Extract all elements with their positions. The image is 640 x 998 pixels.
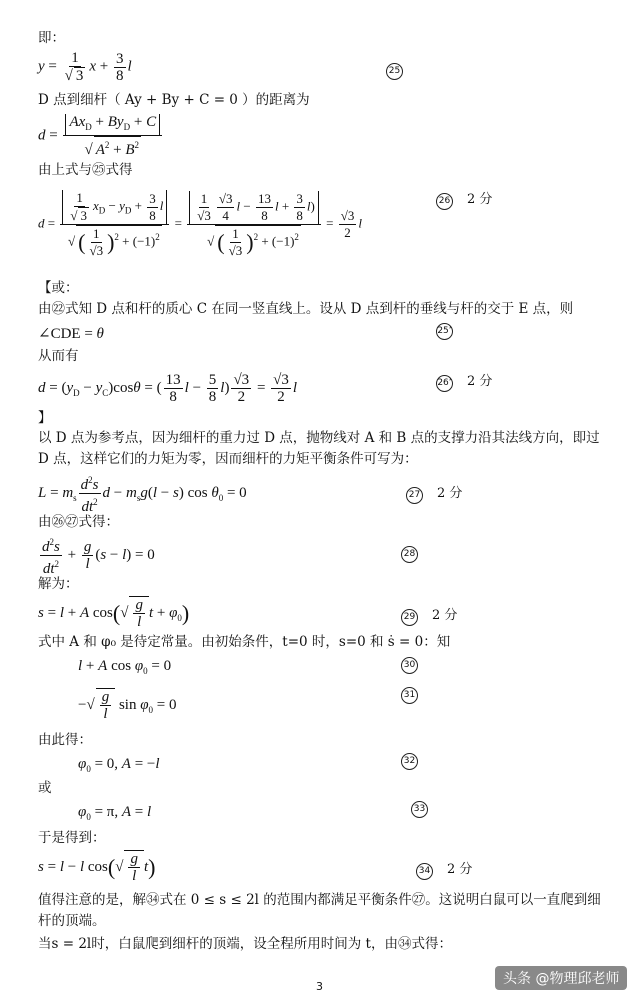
equation-number: 25’ [436, 322, 453, 340]
equation-number: 26’ 2 分 [436, 370, 492, 392]
equation-number: 33 [411, 800, 428, 818]
equation-number: 30 [401, 656, 418, 674]
text-line: 解为： [38, 576, 79, 592]
watermark: 头条 @物理邱老师 [495, 966, 627, 990]
equation-number: 27 2 分 [406, 482, 462, 504]
equation-26: d = $\frac{1}{√ 3}$ $x_D - y_D$ + $\frac{3}{8}$ l √ ( $\frac{1}{√3}$ )$^2 + (-1)^2$ = $\frac{1}{√3}$ $\frac{√3}{4}$ l − $\frac{13}{8}$ l + $\frac{3}{8}$ l) √ ( $\frac{1}{√3}$ )$^2 + (-1)^2$ = $\frac{√3}{2}$ l [38, 190, 362, 258]
equation-26-alt: $d = (y_D - y_C)\cos\theta$ = ( $\frac{13}{8}$ l − $\frac{5}{8}$ l) $\frac{√3}{2}$ = $\frac{√3}{2}$ l [38, 372, 298, 405]
text-line: 于是得到： [38, 830, 106, 846]
equation-number: 28 [401, 545, 418, 563]
equation-28: $\frac{d^2s}{dt^2}$ + $\frac{g}{l}$ (s − l) = 0 [38, 534, 155, 577]
text-line: 或 [38, 780, 52, 796]
equation-number: 34 2 分 [416, 858, 472, 880]
equation-25: y = $\frac{1}{√ 3}$ x + $\frac{3}{8}$ l [38, 50, 132, 84]
equation-34: s = l − l cos(√ $\frac{g}{l}$ t) [38, 851, 156, 884]
equation-number: 26 2 分 [436, 188, 492, 210]
equation-27: $L = m_s$ $\frac{d^2s}{dt^2}$ $d - m_sg(l - s)$ $\cos \theta_0 = 0$ [38, 472, 247, 515]
text-line: 】 [38, 410, 52, 426]
page-number: 3 [316, 980, 323, 993]
equation-29: s = l + A cos(√ $\frac{g}{l}$ $t + \varphi_0$) [38, 597, 190, 630]
equation-number: 32 [401, 752, 418, 770]
text-line: 当s = 2l时，白鼠爬到细杆的顶端，设全程所用时间为 t，由㉞式得： [38, 936, 452, 952]
text-line: 【或： [38, 280, 79, 296]
text-line: 由此得： [38, 732, 92, 748]
equation-distance: d = $\frac{Ax_D + By_D + C}{√ A^2 + B^2}$ [38, 114, 164, 158]
equation-number: 25 [386, 62, 403, 80]
equation-31: −√ $\frac{g}{l}$ $\sin \varphi_0 = 0$ [78, 689, 177, 722]
text-paragraph: 以 D 点为参考点，因为细杆的重力过 D 点，抛物线对 A 和 B 点的支撑力沿其法线方向，即过 D 点，这样它们的力矩为零，因而细杆的力矩平衡条件可写为： [38, 430, 600, 467]
equation-32: $\varphi_0 = 0$, A = −l [78, 756, 160, 774]
equation-25-alt: ∠CDE = θ [38, 326, 104, 342]
equation-30: l + A $\cos \varphi_0 = 0$ [78, 658, 172, 676]
text-line: 由㉖㉗式得： [38, 514, 119, 530]
text-line: 由㉒式知 D 点和杆的质心 C 在同一竖直线上。设从 D 点到杆的垂线与杆的交于 E 点，则 [38, 301, 574, 317]
text-paragraph: 值得注意的是，解㉞式在 0 ≤ s ≤ 2l 的范围内都满足平衡条件㉗。这说明白鼠可以一直爬到细杆的顶端。 [38, 892, 601, 929]
text-line: 式中 A 和 φ₀ 是待定常量。由初始条件，t=0 时，s=0 和 ṡ = 0：知 [38, 634, 451, 650]
text-line: 从而有 [38, 348, 79, 364]
equation-33: $\varphi_0 = \pi$, A = l [78, 804, 152, 822]
equation-number: 31 [401, 686, 418, 704]
text-line: D 点到细杆（ Ay + By + C = 0 ）的距离为 [38, 92, 310, 108]
text-line: 由上式与㉕式得 [38, 162, 133, 178]
text-line: 即： [38, 30, 65, 46]
equation-number: 29 2 分 [401, 604, 457, 626]
